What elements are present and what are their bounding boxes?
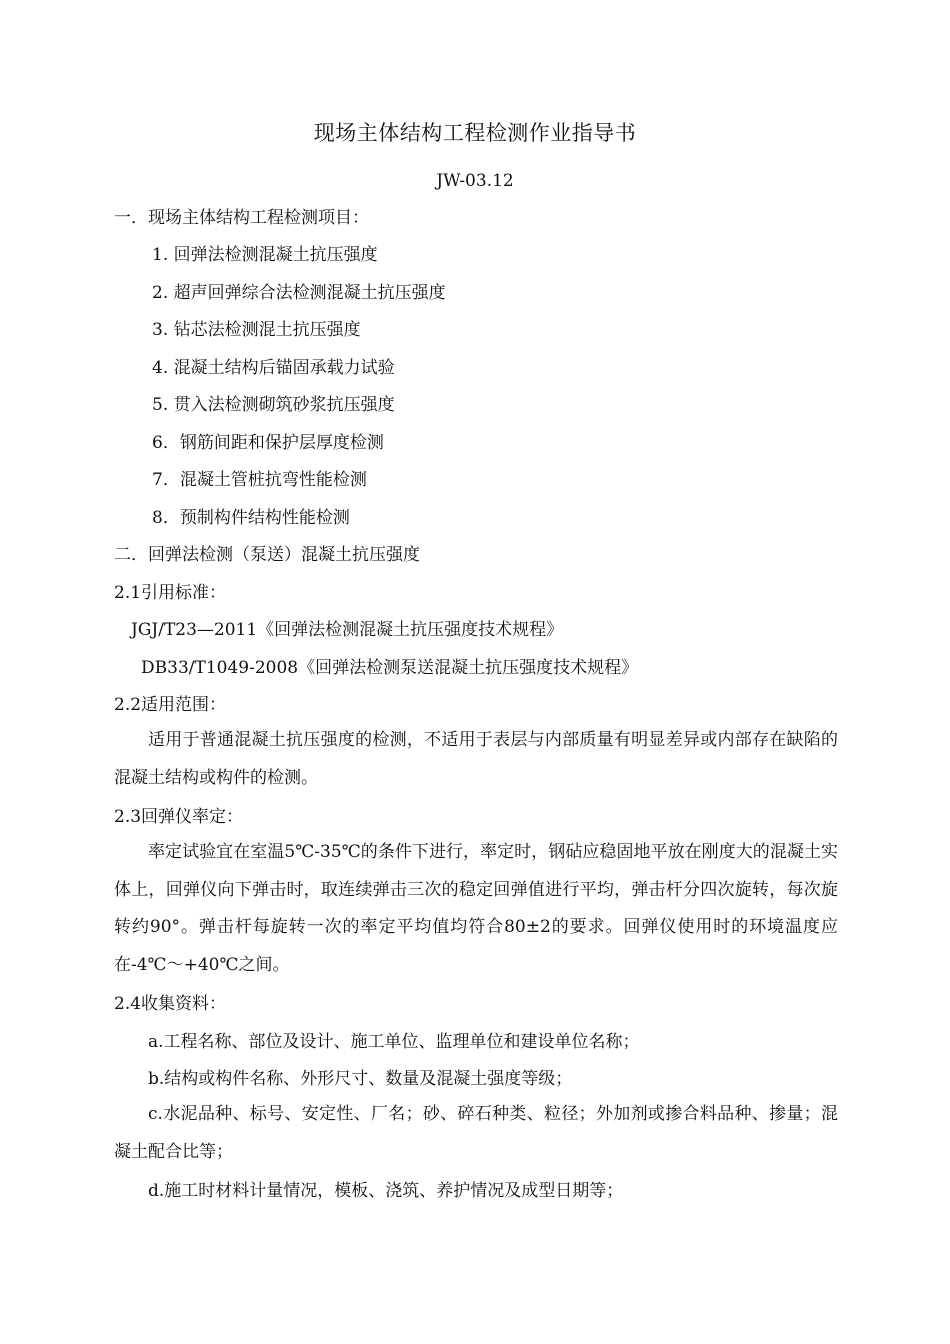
list-item: 7．混凝土管桩抗弯性能检测 bbox=[152, 470, 367, 490]
subsection-2-2-heading: 2.2适用范围： bbox=[114, 695, 227, 715]
section2-heading: 二．回弹法检测（泵送）混凝土抗压强度 bbox=[114, 545, 420, 565]
document-title: 现场主体结构工程检测作业指导书 bbox=[313, 121, 637, 145]
list-item: 8．预制构件结构性能检测 bbox=[152, 508, 350, 528]
subsection-2-1-heading: 2.1引用标准： bbox=[114, 583, 227, 603]
list-item: 5. 贯入法检测砌筑砂浆抗压强度 bbox=[152, 395, 395, 415]
list-item: 3. 钻芯法检测混土抗压强度 bbox=[152, 320, 361, 340]
list-item: c.水泥品种、标号、安定性、厂名；砂、碎石种类、粒径；外加剂或掺合料品种、掺量；混凝土配合比等； bbox=[114, 1104, 838, 1162]
list-item: 4. 混凝土结构后锚固承载力试验 bbox=[152, 358, 395, 378]
subsection-2-4-heading: 2.4收集资料： bbox=[114, 994, 227, 1014]
list-item: 2. 超声回弹综合法检测混凝土抗压强度 bbox=[152, 283, 446, 303]
document-code: JW-03.12 bbox=[436, 171, 514, 191]
standard-reference: JGJ/T23—2011《回弹法检测混凝土抗压强度技术规程》 bbox=[131, 620, 564, 640]
list-item: d.施工时材料计量情况，模板、浇筑、养护情况及成型日期等； bbox=[148, 1181, 624, 1201]
subsection-2-3-heading: 2.3回弹仪率定： bbox=[114, 807, 244, 827]
standard-reference: DB33/T1049-2008《回弹法检测泵送混凝土抗压强度技术规程》 bbox=[141, 658, 639, 678]
list-item: a.工程名称、部位及设计、施工单位、监理单位和建设单位名称； bbox=[148, 1032, 640, 1052]
list-item: 6．钢筋间距和保护层厚度检测 bbox=[152, 433, 384, 453]
section1-heading: 一．现场主体结构工程检测项目： bbox=[114, 208, 369, 228]
calibration-paragraph: 率定试验宜在室温5℃-35℃的条件下进行，率定时，钢砧应稳固地平放在刚度大的混凝土实体上，回弹仪向下弹击时，取连续弹击三次的稳定回弹值进行平均，弹击杆分四次旋转，每次旋转约90°。弹击杆每旋转一次的率定平均值均符合80±2的要求。回弹仪使用时的环境温度应在-4℃～+40℃之间。 bbox=[114, 842, 838, 975]
list-item: b.结构或构件名称、外形尺寸、数量及混凝土强度等级； bbox=[148, 1069, 573, 1089]
scope-paragraph: 适用于普通混凝土抗压强度的检测，不适用于表层与内部质量有明显差异或内部存在缺陷的混凝土结构或构件的检测。 bbox=[114, 730, 838, 788]
list-item: 1. 回弹法检测混凝土抗压强度 bbox=[152, 245, 378, 265]
